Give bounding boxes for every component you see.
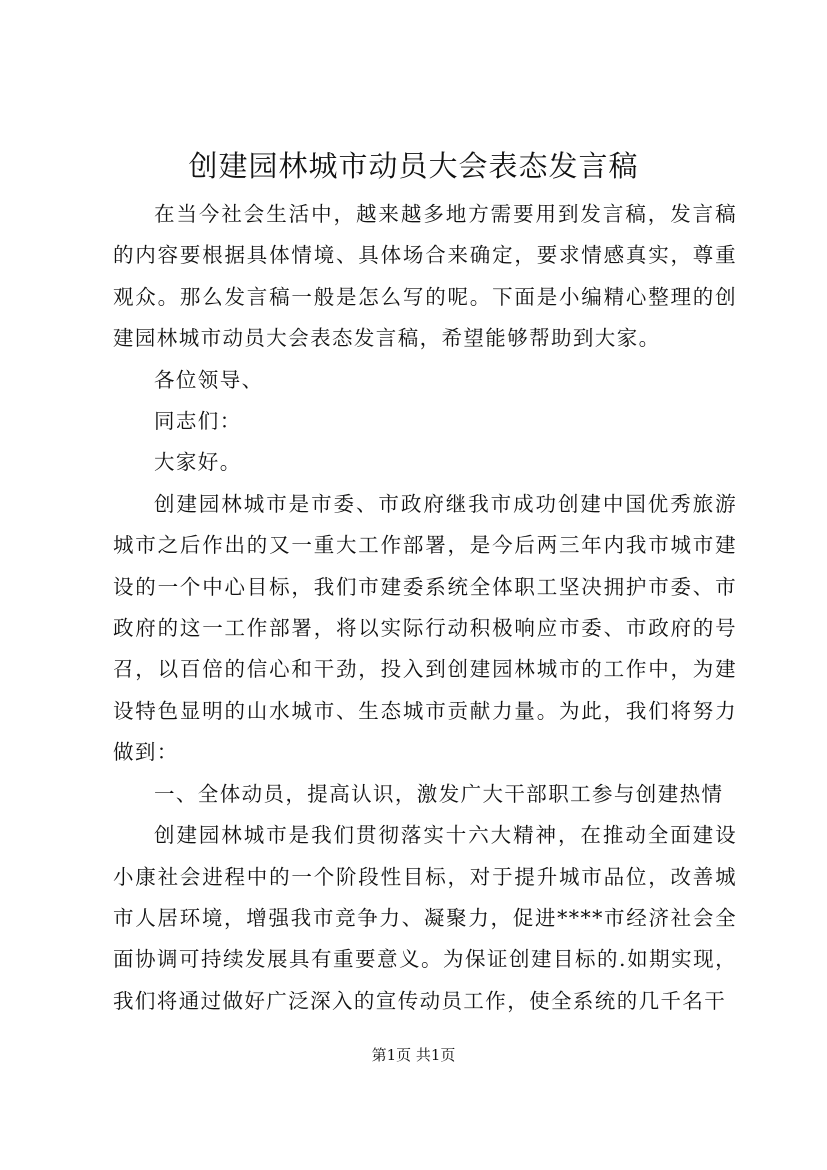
document-body — [113, 194, 737, 1022]
paragraph-greeting: 大家好。 — [154, 450, 242, 475]
document-title: 创建园林城市动员大会表态发言稿 — [188, 149, 639, 183]
section-heading-1: 一、全体动员，提高认识，激发广大干部职工参与创建热情 — [154, 781, 724, 806]
paragraph-section-1: 创建园林城市是我们贯彻落实十六大精神，在推动全面建设小康社会进程中的一个阶段性目标，对于提升城市品位，改善城市人居环境，增强我市竞争力、凝聚力，促进****市经济社会全面协调可持续发展具有重要意义。为保证创建目标的.如期实现，我们将通过做好广泛深入的宣传动员工作，使全系统的几千名干 — [113, 823, 737, 1013]
paragraph-salutation-comrades: 同志们： — [154, 409, 242, 434]
paragraph-salutation-leaders: 各位领导、 — [154, 367, 264, 392]
page-footer: 第1页 共1页 — [371, 1046, 456, 1064]
paragraph-intro: 在当今社会生活中，越来越多地方需要用到发言稿，发言稿的内容要根据具体情境、具体场合来确定，要求情感真实，尊重观众。那么发言稿一般是怎么写的呢。下面是小编精心整理的创建园林城市动员大会表态发言稿，希望能够帮助到大家。 — [113, 202, 737, 351]
paragraph-main: 创建园林城市是市委、市政府继我市成功创建中国优秀旅游城市之后作出的又一重大工作部署，是今后两三年内我市城市建设的一个中心目标，我们市建委系统全体职工坚决拥护市委、市政府的这一工作部署，将以实际行动积极响应市委、市政府的号召，以百倍的信心和干劲，投入到创建园林城市的工作中，为建设特色显明的山水城市、生态城市贡献力量。为此，我们将努力做到： — [113, 491, 737, 765]
